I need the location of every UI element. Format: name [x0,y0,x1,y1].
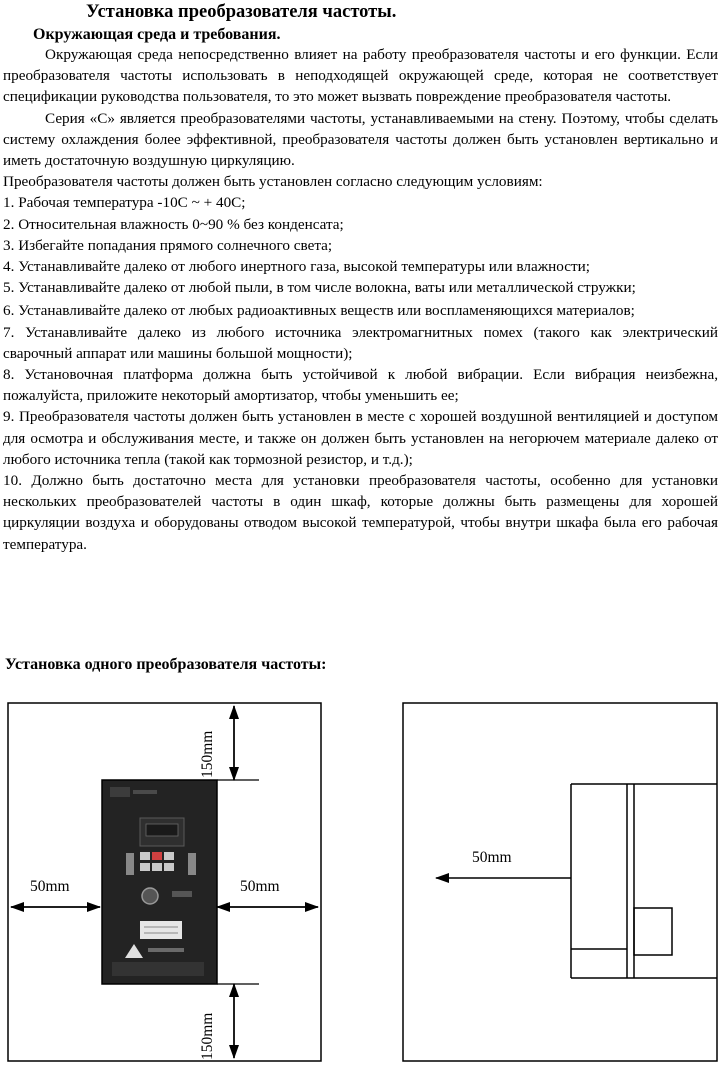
frequency-converter-front-icon [102,780,217,984]
left-clearance-label: 50mm [30,878,70,895]
list-item: 1. Рабочая температура -10С ~ + 40С; [3,194,246,212]
right-clearance-label: 50mm [240,878,280,895]
left-clearance-dimension [11,878,100,907]
paragraph: Серия «С» является преобразователями частоты, устанавливаемыми на стену. Поэтому, чтобы сделать систему охлаждения более эффективной, преобразователя частоты должен быть установлен вертикально и иметь достаточную воздушную циркуляцию. [3,109,718,170]
paragraph: Преобразователя частоты должен быть установлен согласно следующим условиям: [3,173,543,191]
section-subtitle: Окружающая среда и требования. [33,26,281,43]
bottom-clearance-label: 150mm [199,1012,216,1060]
side-view-frame [403,703,717,1061]
right-clearance-dimension [217,878,318,907]
list-item: 5. Устанавливайте далеко от любой пыли, в том числе волокна, ваты или металлической стружки; [3,279,636,297]
frequency-converter-side-icon [571,784,717,978]
list-item: 10. Должно быть достаточно места для установки преобразователя частоты, особенно для установки нескольких преобразователей частоты в один шкаф, которые должны быть размещены для хорошей циркуляции воздуха и оборудованы отводом высокой температурой, чтобы внутри шкафа была его рабочая температура. [3,472,718,553]
top-clearance-label: 150mm [199,730,216,778]
list-item: 3. Избегайте попадания прямого солнечного света; [3,236,333,254]
list-item: 9. Преобразователя частоты должен быть установлен в месте с хорошей воздушной вентиляцией и доступом для осмотра и обслуживания месте, и также он должен быть установлен на негорючем материале далеко от любого источника тепла (такой как тормозной резистор, и т.д.); [3,408,718,468]
list-item: 7. Устанавливайте далеко из любого источника электромагнитных помех (такого как электрический сварочный аппарат или машины большой мощности); [3,323,718,362]
list-item: 6. Устанавливайте далеко от любых радиоактивных веществ или воспламеняющихся материалов; [3,302,635,320]
section-heading: Установка одного преобразователя частоты: [5,656,327,673]
list-item: 2. Относительная влажность 0~90 % без конденсата; [3,215,344,233]
list-item: 4. Устанавливайте далеко от любого инертного газа, высокой температуры или влажности; [3,258,591,276]
side-clearance-label: 50mm [472,849,512,866]
side-clearance-dimension [436,849,571,878]
bottom-clearance-dimension [199,984,259,1060]
top-clearance-dimension [199,706,259,780]
list-item: 8. Установочная платформа должна быть устойчивой к любой вибрации. Если вибрация неизбежна, пожалуйста, приложите некоторый амортизатор, чтобы уменьшить ее; [3,366,718,405]
paragraph: Окружающая среда непосредственно влияет на работу преобразователя частоты и его функции. Если преобразователя частоты использовать в неподходящей окружающей среде, которая не соответствует спецификации руководства пользователя, то это может вызвать повреждение преобразователя частоты. [3,46,718,106]
document-title: Установка преобразователя частоты. [86,2,397,22]
